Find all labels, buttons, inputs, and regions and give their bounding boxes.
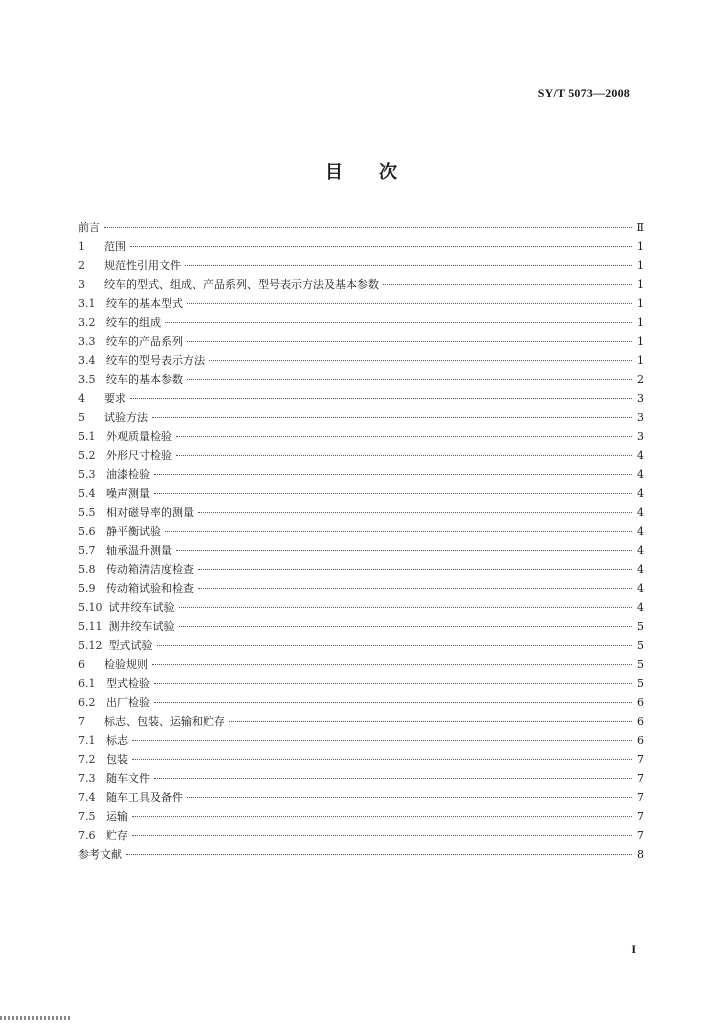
toc-entry-page: 4 — [637, 449, 644, 462]
toc-entry-label: 随车文件 — [106, 772, 150, 785]
toc-entry[interactable] — [78, 617, 644, 636]
toc-entry[interactable] — [78, 294, 644, 313]
toc-entry[interactable] — [78, 655, 644, 674]
toc-leader-dots — [154, 778, 632, 779]
toc-entry-number: 5.3 — [78, 468, 96, 481]
toc-entry-label: 测井绞车试验 — [108, 620, 175, 633]
toc-leader-dots — [179, 607, 633, 608]
table-of-contents — [78, 218, 644, 864]
toc-entry-number: 3.4 — [78, 354, 96, 367]
toc-leader-dots — [176, 550, 632, 551]
toc-entry-page: 7 — [637, 829, 644, 842]
toc-leader-dots — [165, 322, 632, 323]
toc-entry-number: 5.4 — [78, 487, 96, 500]
standard-code: SY/T 5073—2008 — [537, 86, 630, 100]
toc-entry-page: 4 — [637, 582, 644, 595]
toc-leader-dots — [130, 398, 632, 399]
toc-entry-page: 1 — [637, 297, 644, 310]
toc-entry-label: 前言 — [78, 221, 100, 234]
toc-leader-dots — [383, 284, 632, 285]
toc-entry[interactable] — [78, 693, 644, 712]
toc-entry[interactable] — [78, 465, 644, 484]
toc-leader-dots — [198, 512, 632, 513]
toc-entry-label: 轴承温升测量 — [106, 544, 172, 557]
toc-entry[interactable] — [78, 218, 644, 237]
toc-entry[interactable] — [78, 332, 644, 351]
toc-leader-dots — [198, 569, 632, 570]
toc-leader-dots — [104, 227, 632, 228]
toc-entry-number: 7.4 — [78, 791, 96, 804]
toc-entry[interactable] — [78, 750, 644, 769]
toc-entry[interactable] — [78, 522, 644, 541]
toc-entry-label: 静平衡试验 — [106, 525, 161, 538]
toc-entry-label: 标志、包装、运输和贮存 — [104, 715, 225, 728]
page-title: 目 次 — [325, 162, 397, 183]
toc-entry[interactable] — [78, 275, 644, 294]
toc-entry-label: 出厂检验 — [106, 696, 150, 709]
toc-entry-page: 1 — [637, 316, 644, 329]
toc-entry-label: 型式试验 — [108, 639, 153, 652]
toc-entry-number: 3.1 — [78, 297, 96, 310]
toc-leader-dots — [154, 493, 632, 494]
toc-leader-dots — [152, 664, 632, 665]
toc-entry[interactable] — [78, 541, 644, 560]
toc-entry[interactable] — [78, 712, 644, 731]
toc-leader-dots — [152, 417, 632, 418]
toc-entry-label: 绞车的产品系列 — [106, 335, 183, 348]
toc-leader-dots — [130, 246, 632, 247]
toc-entry-page: 1 — [637, 259, 644, 272]
toc-entry-label: 试验方法 — [104, 411, 148, 424]
toc-entry-label: 试井绞车试验 — [108, 601, 175, 614]
toc-entry[interactable] — [78, 313, 644, 332]
toc-entry-label: 检验规则 — [104, 658, 148, 671]
toc-entry-number: 1 — [78, 240, 85, 253]
toc-entry-label: 包装 — [106, 753, 128, 766]
toc-entry-page: 5 — [637, 658, 644, 671]
toc-entry[interactable] — [78, 351, 644, 370]
toc-entry-number: 5.8 — [78, 563, 96, 576]
toc-entry-page: 7 — [637, 772, 644, 785]
toc-leader-dots — [187, 303, 632, 304]
toc-entry-number: 7.6 — [78, 829, 96, 842]
toc-entry-number: 5.9 — [78, 582, 96, 595]
toc-leader-dots — [179, 626, 633, 627]
toc-entry-page: 8 — [637, 848, 644, 861]
toc-entry-number: 3.2 — [78, 316, 96, 329]
toc-entry-page: 7 — [637, 753, 644, 766]
toc-entry-label: 标志 — [106, 734, 128, 747]
toc-entry-page: 4 — [637, 506, 644, 519]
toc-entry[interactable] — [78, 256, 644, 275]
toc-entry-page: 7 — [637, 791, 644, 804]
toc-entry-number: 5 — [78, 411, 85, 424]
toc-entry-label: 绞车的基本参数 — [106, 373, 183, 386]
toc-entry-page: 5 — [637, 620, 644, 633]
toc-entry-number: 5.11 — [78, 620, 103, 633]
toc-leader-dots — [176, 455, 632, 456]
toc-entry-label: 型式检验 — [106, 677, 150, 690]
toc-entry-page: 4 — [637, 487, 644, 500]
toc-entry-page: 1 — [637, 278, 644, 291]
toc-entry-page: 4 — [637, 544, 644, 557]
page-number: I — [631, 942, 636, 956]
toc-leader-dots — [229, 721, 632, 722]
toc-entry-label: 油漆检验 — [106, 468, 150, 481]
toc-entry-label: 传动箱清洁度检查 — [106, 563, 194, 576]
toc-entry-label: 参考文献 — [78, 848, 122, 861]
toc-leader-dots — [154, 474, 632, 475]
toc-entry-number: 3.3 — [78, 335, 96, 348]
toc-leader-dots — [132, 759, 632, 760]
toc-entry[interactable] — [78, 389, 644, 408]
toc-entry[interactable] — [78, 845, 644, 864]
toc-leader-dots — [154, 683, 632, 684]
toc-entry-page: 6 — [637, 734, 644, 747]
toc-entry[interactable] — [78, 427, 644, 446]
toc-entry[interactable] — [78, 446, 644, 465]
toc-entry-number: 5.6 — [78, 525, 96, 538]
toc-leader-dots — [154, 702, 632, 703]
toc-entry[interactable] — [78, 826, 644, 845]
toc-entry-page: 2 — [637, 373, 644, 386]
toc-entry-label: 传动箱试验和检查 — [106, 582, 194, 595]
toc-leader-dots — [187, 797, 632, 798]
toc-leader-dots — [187, 341, 632, 342]
toc-entry-page: 4 — [637, 601, 644, 614]
toc-entry-number: 7.3 — [78, 772, 96, 785]
toc-entry[interactable] — [78, 598, 644, 617]
toc-entry-number: 4 — [78, 392, 85, 405]
toc-entry-number: 7.1 — [78, 734, 96, 747]
toc-entry-page: 6 — [637, 715, 644, 728]
toc-leader-dots — [126, 854, 632, 855]
toc-entry-number: 5.12 — [78, 639, 103, 652]
toc-entry-number: 7.5 — [78, 810, 96, 823]
toc-entry[interactable] — [78, 237, 644, 256]
toc-entry-number: 7.2 — [78, 753, 96, 766]
toc-leader-dots — [132, 835, 632, 836]
toc-entry-page: 1 — [637, 240, 644, 253]
toc-leader-dots — [209, 360, 632, 361]
toc-entry[interactable] — [78, 370, 644, 389]
toc-entry-number: 6.2 — [78, 696, 96, 709]
toc-entry-label: 范围 — [104, 240, 126, 253]
toc-entry[interactable] — [78, 731, 644, 750]
toc-entry-label: 噪声测量 — [106, 487, 150, 500]
toc-entry-number: 5.5 — [78, 506, 96, 519]
toc-leader-dots — [185, 265, 632, 266]
toc-entry[interactable] — [78, 674, 644, 693]
toc-leader-dots — [165, 531, 632, 532]
toc-entry[interactable] — [78, 769, 644, 788]
toc-entry-number: 5.1 — [78, 430, 96, 443]
toc-entry-page: 4 — [637, 563, 644, 576]
toc-entry-label: 外观质量检验 — [106, 430, 172, 443]
toc-entry-label: 规范性引用文件 — [104, 259, 181, 272]
scan-artifact — [0, 1016, 70, 1020]
toc-entry-label: 相对磁导率的测量 — [106, 506, 194, 519]
toc-entry-page: 3 — [637, 392, 644, 405]
toc-entry-page: 3 — [637, 430, 644, 443]
toc-leader-dots — [157, 645, 633, 646]
toc-entry-page: 3 — [637, 411, 644, 424]
toc-entry-page: 1 — [637, 335, 644, 348]
toc-leader-dots — [132, 816, 632, 817]
toc-entry-label: 贮存 — [106, 829, 128, 842]
toc-leader-dots — [176, 436, 632, 437]
toc-entry-page: 4 — [637, 468, 644, 481]
toc-entry-label: 绞车的组成 — [106, 316, 161, 329]
toc-entry-number: 3.5 — [78, 373, 96, 386]
toc-entry-page: 6 — [637, 696, 644, 709]
toc-entry[interactable] — [78, 579, 644, 598]
toc-entry-page: 5 — [637, 639, 644, 652]
toc-entry-page: 4 — [637, 525, 644, 538]
toc-entry-label: 运输 — [106, 810, 128, 823]
toc-entry-page: 7 — [637, 810, 644, 823]
toc-entry[interactable] — [78, 484, 644, 503]
toc-entry[interactable] — [78, 408, 644, 427]
toc-entry-page: Ⅱ — [636, 221, 644, 234]
toc-entry[interactable] — [78, 788, 644, 807]
toc-entry-page: 1 — [637, 354, 644, 367]
toc-entry-label: 绞车的型式、组成、产品系列、型号表示方法及基本参数 — [104, 278, 379, 291]
toc-entry-number: 2 — [78, 259, 85, 272]
toc-entry-number: 5.7 — [78, 544, 96, 557]
toc-entry[interactable] — [78, 560, 644, 579]
toc-entry-number: 7 — [78, 715, 85, 728]
toc-entry[interactable] — [78, 503, 644, 522]
toc-entry-page: 5 — [637, 677, 644, 690]
toc-entry-label: 绞车的型号表示方法 — [106, 354, 205, 367]
toc-entry-label: 外形尺寸检验 — [106, 449, 172, 462]
toc-entry-number: 5.2 — [78, 449, 96, 462]
toc-entry-label: 绞车的基本型式 — [106, 297, 183, 310]
toc-entry-number: 5.10 — [78, 601, 103, 614]
toc-entry[interactable] — [78, 807, 644, 826]
toc-entry[interactable] — [78, 636, 644, 655]
toc-entry-number: 6.1 — [78, 677, 96, 690]
toc-leader-dots — [198, 588, 632, 589]
toc-leader-dots — [132, 740, 632, 741]
toc-entry-label: 随车工具及备件 — [106, 791, 183, 804]
toc-leader-dots — [187, 379, 632, 380]
toc-entry-label: 要求 — [104, 392, 126, 405]
toc-entry-number: 3 — [78, 278, 85, 291]
toc-entry-number: 6 — [78, 658, 85, 671]
